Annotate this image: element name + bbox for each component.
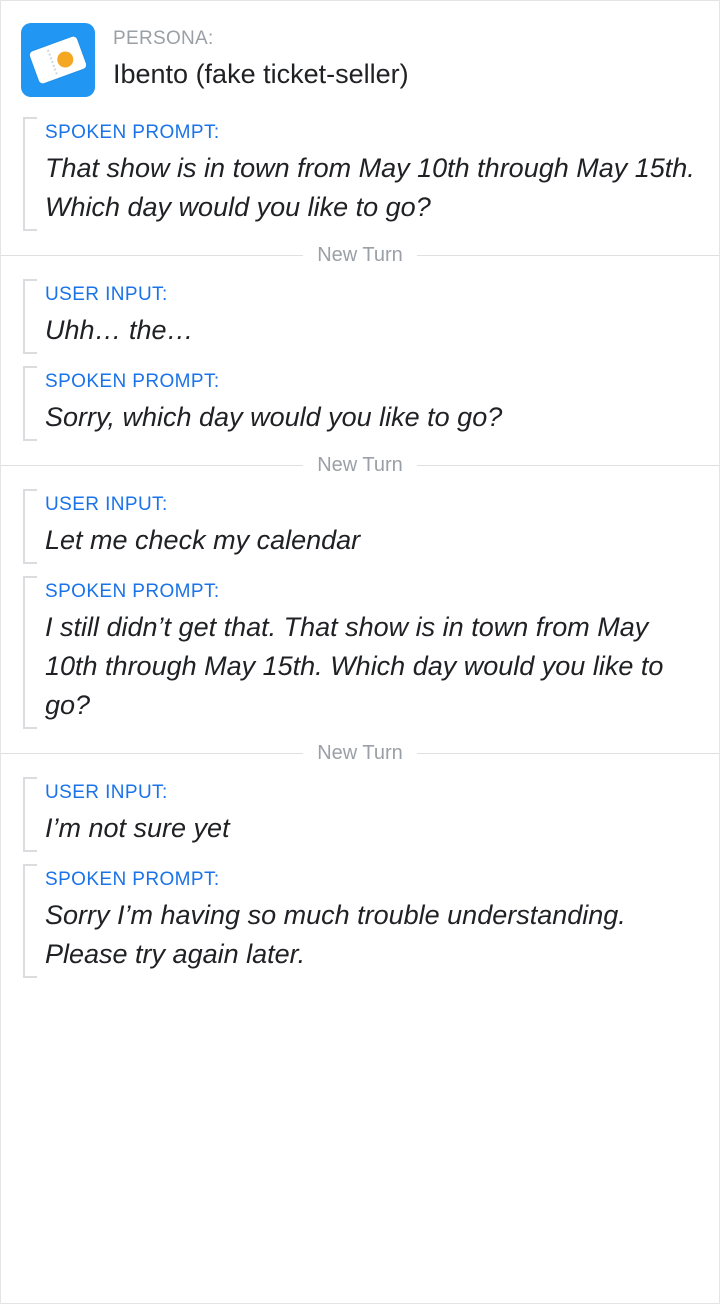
block-text: I’m not sure yet	[45, 813, 230, 843]
block-label: USER INPUT:	[45, 782, 168, 803]
divider-line-right	[417, 255, 719, 256]
ticket-glyph	[29, 35, 88, 84]
ticket-icon	[21, 23, 95, 97]
turn-2	[1, 273, 719, 447]
new-turn-divider	[1, 447, 719, 483]
turn-4	[1, 771, 719, 984]
divider-line-left	[1, 255, 303, 256]
divider-line-right	[417, 753, 719, 754]
block-text: Sorry I’m having so much trouble understanding. Please try again later.	[45, 900, 626, 969]
block-text: I still didn’t get that. That show is in town from May 10th through May 15th. Which day would you like to go?	[45, 612, 664, 720]
divider-line-left	[1, 753, 303, 754]
divider-line-left	[1, 465, 303, 466]
spoken-prompt-block	[23, 111, 699, 237]
block-text: Uhh… the…	[45, 315, 194, 345]
user-input-block	[23, 771, 699, 858]
block-text: Sorry, which day would you like to go?	[45, 402, 503, 432]
spoken-prompt-block	[23, 570, 699, 735]
block-text: That show is in town from May 10th through May 15th. Which day would you like to go?	[45, 153, 695, 222]
divider-line-right	[417, 465, 719, 466]
user-input-block	[23, 273, 699, 360]
block-label: SPOKEN PROMPT:	[45, 581, 220, 602]
spoken-prompt-block	[23, 360, 699, 447]
block-label: SPOKEN PROMPT:	[45, 371, 220, 392]
block-label: SPOKEN PROMPT:	[45, 869, 220, 890]
new-turn-divider	[1, 237, 719, 273]
divider-label: New Turn	[317, 454, 403, 476]
block-text: Let me check my calendar	[45, 525, 361, 555]
persona-label: PERSONA:	[113, 28, 214, 49]
persona-name: Ibento (fake ticket-seller)	[113, 59, 409, 89]
spoken-prompt-block	[23, 858, 699, 984]
divider-label: New Turn	[317, 244, 403, 266]
turn-1	[1, 111, 719, 237]
turn-3	[1, 483, 719, 735]
persona-text	[95, 23, 409, 93]
block-label: USER INPUT:	[45, 494, 168, 515]
block-label: SPOKEN PROMPT:	[45, 122, 220, 143]
divider-label: New Turn	[317, 742, 403, 764]
persona-header	[1, 1, 719, 111]
new-turn-divider	[1, 735, 719, 771]
user-input-block	[23, 483, 699, 570]
block-label: USER INPUT:	[45, 284, 168, 305]
